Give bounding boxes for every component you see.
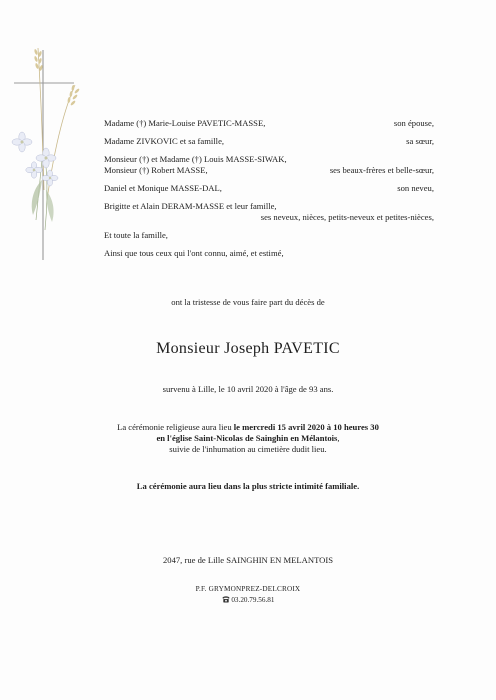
ceremony-line-1: La cérémonie religieuse aura lieu le mercredi 15 avril 2020 à 10 heures 30 — [117, 422, 379, 432]
cross-wheat-flowers-icon — [2, 40, 92, 265]
family-line: Ainsi que tous ceux qui l'ont connu, aimé, et estimé, — [104, 248, 284, 259]
family-address: 2047, rue de Lille SAINGHIN EN MELANTOIS — [162, 555, 334, 565]
death-details: survenu à Lille, le 10 avril 2020 à l'âge de 93 ans. — [162, 384, 334, 394]
family-line: Daniel et Monique MASSE-DAL, son neveu, — [104, 183, 434, 194]
intimacy-notice: La cérémonie aura lieu dans la plus stricte intimité familiale. — [136, 481, 360, 491]
deceased-name: Monsieur Joseph PAVETIC — [156, 340, 340, 357]
family-line: Madame (†) Marie-Louise PAVETIC-MASSE, son épouse, — [104, 118, 434, 128]
phone-icon — [222, 596, 230, 603]
funeral-home-phone: 03.20.79.56.81 — [0, 596, 496, 604]
ceremony-line-2: en l'église Saint-Nicolas de Sainghin en Mélantois, — [156, 433, 340, 443]
family-list — [104, 118, 434, 259]
family-line: ses neveux, nièces, petits-neveux et petites-nièces, — [260, 212, 434, 223]
family-line: Monsieur (†) et Madame (†) Louis MASSE-SIWAK, — [104, 153, 287, 164]
family-line: Brigitte et Alain DERAM-MASSE et leur famille, — [104, 201, 277, 212]
ceremony-line-3: suivie de l'inhumation au cimetière dudit lieu. — [169, 444, 327, 454]
announcement-intro: ont la tristesse de vous faire part du décès de — [171, 297, 325, 307]
family-line: Monsieur (†) Robert MASSE, ses beaux-frères et belle-sœur, — [104, 165, 434, 176]
family-line: Madame ZIVKOVIC et sa famille, sa sœur, — [104, 135, 434, 146]
funeral-home: P.F. GRYMONPREZ-DELCROIX — [195, 585, 301, 593]
family-line: Et toute la famille, — [104, 230, 168, 241]
